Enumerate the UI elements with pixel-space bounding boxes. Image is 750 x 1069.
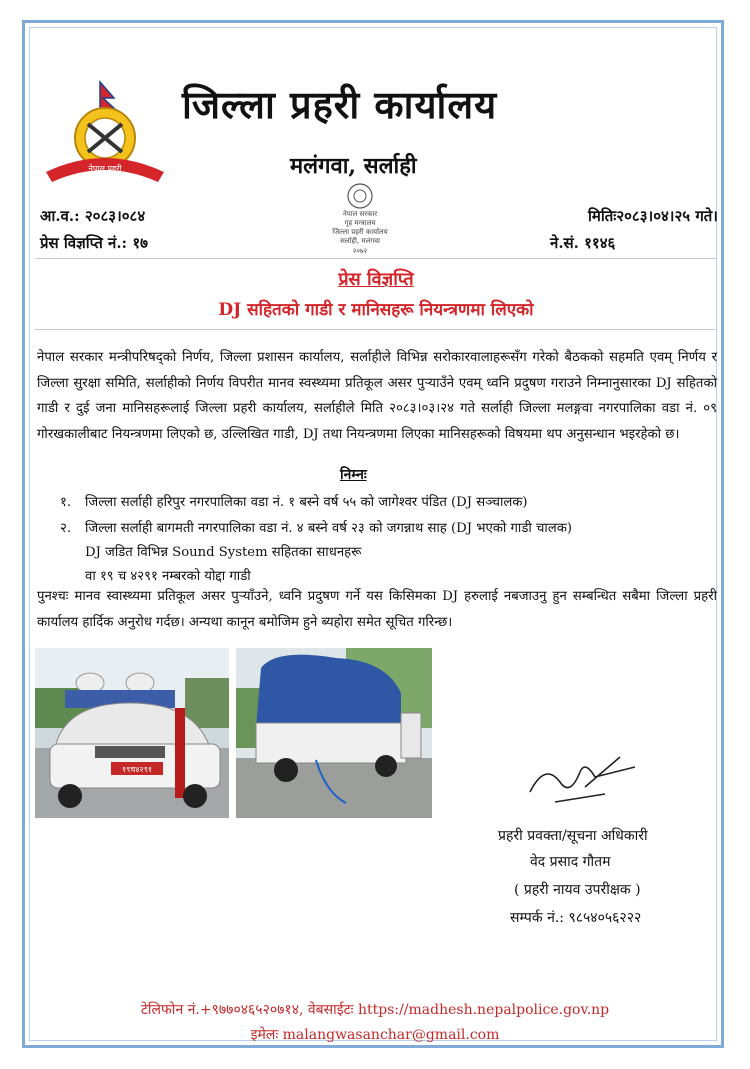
list-item: DJ जडित विभिन्न Sound System सहितका साधनहरू: [85, 545, 362, 560]
logo-text-top: नेपाल प्रहरी: [88, 164, 122, 173]
notice-body: नेपाल सरकार मन्त्रीपरिषद्को निर्णय, जिल्ला प्रशासन कार्यालय, सर्लाहीले विभिन्न सरोकारवालाहरूसँग गरेको बैठकको सहमति एवम् निर्णय र जिल्ला सुरक्षा समिति, सर्लाहीको निर्णय विपरीत मानव स्वस्थ्यमा प्रतिकूल असर पुर्‍याउँने एवम् ध्वनि प्रदुषण गराउने निम्नानुसारका DJ सहितको गाडी र दुई जना मानिसहरूलाई जिल्ला प्रहरी कार्यालय, सर्लाहीले मिति २०८३।०३।२४ गते सर्लाही जिल्ला मलङ्गवा नगरपालिका वडा नं. ०९ गोरखकालीबाट नियन्त्रणमा लिएको छ, उल्लिखित गाडी, DJ तथा नियन्त्रणमा लिएका मानिसहरूको विषयमा थप अनुसन्धान भइरहेको छ।: [37, 350, 717, 442]
notice-subtitle: DJ सहितको गाडी र मानिसहरू नियन्त्रणमा लिएको: [218, 300, 534, 320]
photo-dj-car-front: [35, 648, 229, 818]
logo-text-bottom: सत्य सेवा सुरक्षणम्: [81, 178, 129, 186]
fiscal-year: आ.व.: २०८३।०८४: [40, 207, 146, 225]
footer-email-label: इमेलः: [250, 1027, 279, 1043]
date: मितिः२०८३।०४।२५ गते।: [588, 207, 718, 225]
office-location: मलंगवा, सर्लाही: [290, 153, 417, 179]
photo-dj-pickup-rear: [236, 648, 432, 818]
footer-phone-website: [0, 1000, 750, 1019]
seal-line: २०७२: [352, 247, 368, 255]
nepal-samvat: ने.सं. ११४६: [550, 234, 616, 252]
press-release-number: प्रेस विज्ञप्ति नं.: १७: [40, 234, 148, 252]
signature: [525, 752, 645, 812]
notice-heading-box: [35, 258, 717, 330]
footer-email-link[interactable]: malangwasanchar@gmail.com: [282, 1027, 500, 1043]
notice-title: प्रेस विज्ञप्ति: [338, 269, 414, 290]
list-item-number: १.: [60, 495, 72, 510]
list-heading: निम्नः: [340, 467, 367, 483]
nepal-police-logo: [40, 80, 170, 190]
list-item: जिल्ला सर्लाही हरिपुर नगरपालिका वडा नं. १ बस्ने वर्ष ५५ को जागेश्वर पंडित (DJ सञ्चालक): [85, 495, 528, 510]
signatory-name: वेद प्रसाद गौतम: [530, 854, 611, 870]
list-item: जिल्ला सर्लाही बागमती नगरपालिका वडा नं. ४ बस्ने वर्ष २३ को जगन्नाथ साह (DJ भएको गाडी चालक): [85, 521, 572, 536]
office-title: जिल्ला प्रहरी कार्यालय: [182, 82, 498, 127]
number-plate-text: १९च४२९१: [121, 765, 153, 774]
signatory-rank: ( प्रहरी नायव उपरीक्षक ): [514, 882, 641, 898]
footer-phone: टेलिफोन नं.+९७७०४६५२०७१४, वेबसाईटः: [140, 1002, 354, 1018]
footer-email-line: [0, 1025, 750, 1044]
signatory-contact: सम्पर्क नं.: ९८५४०५६२२२: [510, 910, 642, 926]
seal-line: जिल्ला प्रहरी कार्यालय: [332, 228, 388, 236]
seal-line: सर्लाही, मलंगवा: [340, 237, 380, 245]
list-item-number: २.: [60, 521, 72, 536]
seal-line: गृह मन्त्रालय: [344, 219, 376, 227]
signatory-role: प्रहरी प्रवक्ता/सूचना अधिकारी: [498, 828, 648, 844]
footer-website-link[interactable]: https://madhesh.nepalpolice.gov.np: [357, 1002, 610, 1018]
seal-line: नेपाल सरकार: [342, 210, 378, 218]
list-item: वा १९ च ४२९१ नम्बरको योद्दा गाडी: [85, 569, 251, 584]
closing-paragraph: पुनश्चः मानव स्वास्थ्यमा प्रतिकूल असर पुर्‍याँउने, ध्वनि प्रदुषण गर्ने यस किसिमका DJ हरुलाई नबजाउनु हुन सम्बन्धित सबैमा जिल्ला प्रहरी कार्यालय हार्दिक अनुरोध गर्दछ। अन्यथा कानून बमोजिम हुने ब्यहोरा समेत सूचित गरिन्छ।: [37, 589, 717, 630]
office-seal-stamp: [305, 180, 415, 258]
